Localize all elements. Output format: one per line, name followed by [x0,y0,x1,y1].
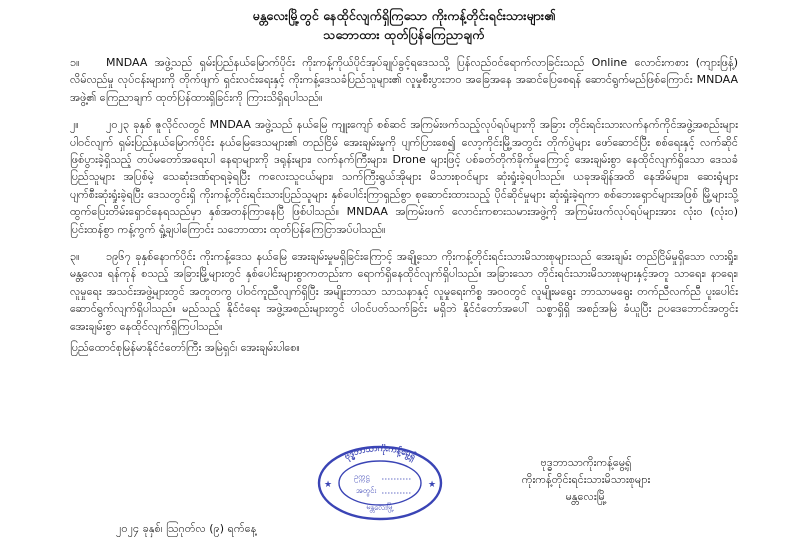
seal-field-1: ဥက္ကဋ္ဌ [354,472,370,481]
title-line-2: သဘောထား ထုတ်ပြန်ကြေညာချက် [323,27,485,42]
signatory-line-3: မန္တလေးမြို့ [565,490,607,503]
title-line-1: မန္တလေးမြို့တွင် နေထိုင်လျက်ရှိကြသော ကိုးကန့်တိုင်းရင်းသားများ၏ [252,8,556,23]
signatory-line-2: ကိုးကန့်တိုင်းရင်းသားမိသားစုများ [521,473,651,486]
organization-seal [316,444,444,522]
seal-outer-text: ဗုဒ္ဓဘာသာကိုးကန့်မွေ့ရှ် [342,444,418,463]
paragraph-1 [70,54,738,106]
paragraph-3 [70,248,738,335]
svg-text:★: ★ [324,480,333,490]
signatory [486,454,686,505]
paragraph-number: ၁။ [70,56,80,69]
svg-text:မန္တလေးမြို့ [366,502,395,513]
paragraph-2 [70,116,738,238]
paragraph-text: ၁၉၆၇ ခုနှစ်နောက်ပိုင်း ကိုးကန့်ဒေသ နယ်မြေ အေးချမ်းမှုမရှိခြင်းကြောင့် အချို့သော ကိုးကန့်တိုင်းရင်းသားမိသားစုများသည် အေးချမ်း တည်ငြိမ်မှုရှိသော လားရှိုး၊ မန္တလေး၊ ရန်ကုန် စသည့် အခြားမြို့များတွင် နှစ်ပေါင်းများစွာကတည်းက ရောက်ရှိနေထိုင်လျက်ရှိပါသည်။ အခြားသော တိုင်းရင်းသားမိသားစုများနှင့်အတူ သာရေး၊ နာရေး၊ လူမှုရေး အသင်းအဖွဲ့များတွင် အတူတကွ ပါဝင်ကူညီလျက်ရှိပြီး အမျိုးဘာသာ သာသနာနှင့် လူမှုရေးကိစ္စ အ၀၀တွင် လူမျိုးမရွေး ဘာသာမရွေး တက်ညီလက်ညီ ပူးပေါင်းဆောင်ရွက်လျက်ရှိပါသည်။ မည်သည့် နိုင်ငံရေး အဖွဲ့အစည်းများတွင် ပါဝင်ပတ်သက်ခြင်း မရှိဘဲ နိုင်ငံတော်အပေါ် သစ္စာရှိရှိ အစဉ်အမြဲ ခံယူပြီး ဥပဒေဘောင်အတွင်း အေးချမ်းစွာ နေထိုင်လျက်ရှိကြပါသည်။ [70,250,738,333]
signatory-line-1: ဗုဒ္ဓဘာသာကိုးကန့်မွေ့ရှ် [540,456,632,469]
seal-stamp-icon [316,444,444,522]
statement-title [70,6,738,44]
signature-block [0,442,800,550]
paragraph-number: ၂။ [70,118,79,132]
paragraph-number: ၃။ [70,250,80,264]
paragraph-text: ၂၀၂၃ ခုနှစ် ဇူလိုင်လတွင် MNDAA အဖွဲ့သည် နယ်မြေ ကျူးကျော် စစ်ဆင် အကြမ်းဖက်သည့်လုပ်ရပ်များကို အခြား တိုင်းရင်းသားလက်နက်ကိုင်အဖွဲ့အစည်းများပါဝင်လျက် ရှမ်းပြည်နယ်မြောက်ပိုင်း နယ်မြေဒေသများ၏ တည်ငြိမ် အေးချမ်းမှုကို ပျက်ပြားစေ၍ လော့ကိုင်းမြို့အတွင်း တိုက်ပွဲများ ဖော်ဆောင်ပြီး စစ်ရေးနှင့် လက်ဆိုင်ဖြစ်ပွားခဲ့ရှိသည့် တပ်မတော်အရေးပါ နေရာများကို ဒရုန်းများ၊ လက်နက်ကြီးများ၊ Drone များဖြင့် ပစ်ခတ်တိုက်ခိုက်မှုကြောင့် အေးချမ်းစွာ နေထိုင်လျက်ရှိသော ဒေသခံပြည်သူများ အပြစ်မဲ့ သေဆုံးဒဏ်ရာရခဲ့ရပြီး ကလေးသူငယ်များ၊ သက်ကြီးရွယ်အိုများ မိသားစုဝင်များ ဆုံးရှုံးခဲ့ရပါသည်။ ယခုအချိန်အထိ နေအိမ်များ၊ ဆေးရုံများ ပျက်စီးဆုံးရှုံးခဲ့ရပြီး ဒေသတွင်းရှိ ကိုးကန့်တိုင်းရင်းသားပြည်သူများ နှစ်ပေါင်းကြာရှည်စွာ စုဆောင်းထားသည့် ပိုင်ဆိုင်မှုများ ဆုံးရှုံးခဲ့ရကာ စစ်ဘေးရှောင်များအဖြစ် မြို့များသို့ ထွက်ပြေးတိမ်းရှောင်နေရသည်မှာ နှစ်အတန်ကြာနေပြီ ဖြစ်ပါသည်။ MNDAA အကြမ်းဖက် လောင်းကစားသမားအဖွဲ့ကို အကြမ်းဖက်လုပ်ရပ်များအား လုံး၀ (လုံး၀) ပြင်းထန်စွာ ကန့်ကွက် ရှုံ့ချပါကြောင်း သဘောထား ထုတ်ပြန်ကြေငြာအပ်ပါသည်။ [70,118,738,236]
seal-field-2: အတွင်း [356,486,377,495]
paragraph-text: MNDAA အဖွဲ့သည် ရှမ်းပြည်နယ်မြောက်ပိုင်း ကိုးကန့်ကိုယ်ပိုင်အုပ်ချုပ်ခွင့်ရဒေသသို့ ပြန်လည်ဝင်ရောက်လာခြင်းသည် Online လောင်းကစား (ကျားဖြန့်) လိမ်လည်မှု လုပ်ငန်းများကို တိုက်ဖျက် ရှင်းလင်းရေးနှင့် ကိုးကန့်ဒေသခံပြည်သူများ၏ လူမှုစီးပွားဘဝ အခြေအနေ အဆင်ပြေစေရန် ဆောင်ရွက်မည်ဖြစ်ကြောင်း MNDAA အဖွဲ့၏ ကြေညာချက် ထုတ်ပြန်ထားရှိခြင်းကို ကြားသိရှိရပါသည်။ [70,56,738,104]
statement-date: ၂၀၂၄ ခုနှစ်၊ ဩဂုတ်လ (၉) ရက်နေ့ [116,522,257,535]
closing-slogan: ပြည်ထောင်စုမြန်မာနိုင်ငံတော်ကြီး အမြဲရှင်၊ အေးချမ်းပါစေ။ [70,341,300,355]
svg-text:★: ★ [428,480,437,490]
seal-bottom-text: မန္တလေးမြို့ [365,501,395,512]
